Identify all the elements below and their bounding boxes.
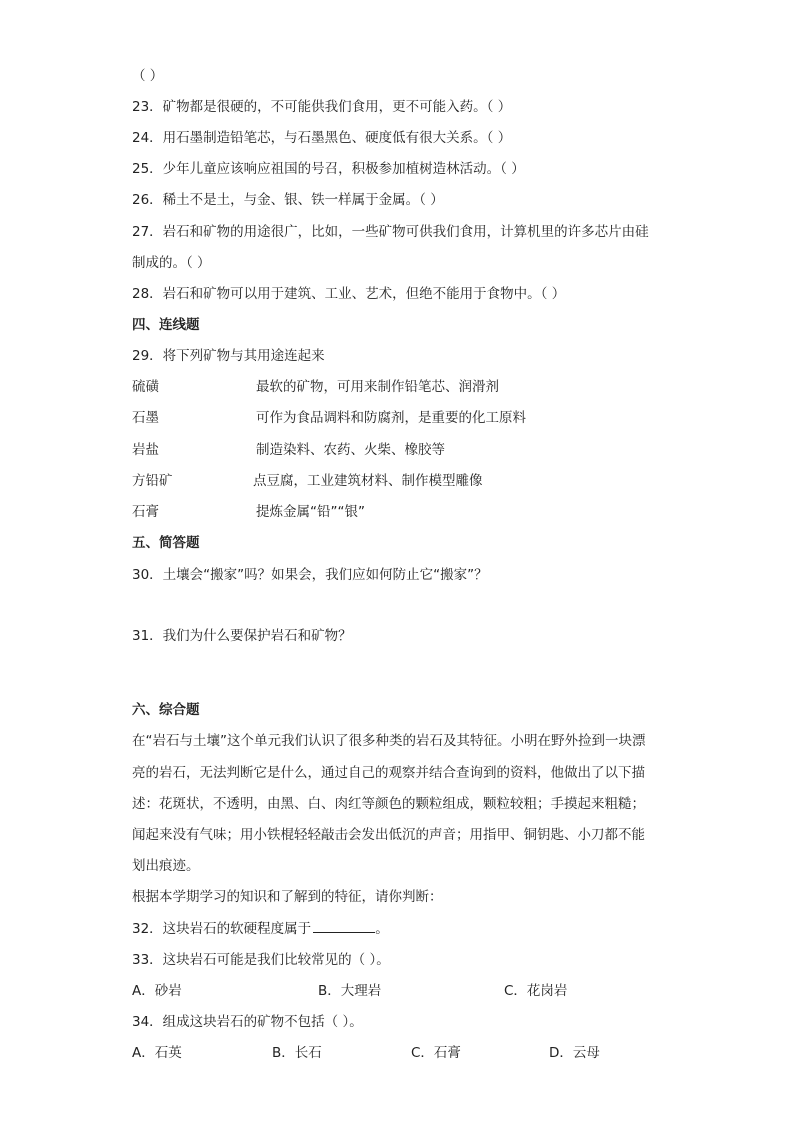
use-item: 最软的矿物，可用来制作铅笔芯、润滑剂 [256, 379, 499, 395]
option-c[interactable]: C．花岗岩 [504, 983, 568, 999]
mineral-item: 石墨 [132, 410, 159, 426]
option-b[interactable]: B．大理岩 [318, 983, 382, 999]
option-c[interactable]: C．石膏 [411, 1045, 461, 1061]
passage-line: 划出痕迹。 [132, 858, 200, 874]
question-28: 28．岩石和矿物可以用于建筑、工业、艺术，但绝不能用于食物中。（ ） [132, 286, 566, 302]
question-continuation: （ ） [132, 68, 164, 84]
option-d[interactable]: D．云母 [549, 1045, 600, 1061]
question-33: 33．这块岩石可能是我们比较常见的（ ）。 [132, 952, 390, 968]
mineral-item: 方铅矿 [132, 473, 173, 489]
answer-blank[interactable] [313, 918, 375, 933]
option-a[interactable]: A．石英 [132, 1045, 182, 1061]
mineral-item: 石膏 [132, 504, 159, 520]
passage-line: 在“岩石与土壤”这个单元我们认识了很多种类的岩石及其特征。小明在野外捡到一块漂 [132, 733, 646, 749]
passage-line: 闻起来没有气味；用小铁棍轻轻敲击会发出低沉的声音；用指甲、铜钥匙、小刀都不能 [132, 827, 645, 843]
question-27-line2: 制成的。（ ） [132, 255, 211, 271]
question-24: 24．用石墨制造铅笔芯，与石墨黑色、硬度低有很大关系。（ ） [132, 130, 512, 146]
question-23: 23．矿物都是很硬的，不可能供我们食用，更不可能入药。（ ） [132, 99, 512, 115]
use-item: 提炼金属“铅”“银” [256, 504, 365, 520]
question-31: 31．我们为什么要保护岩石和矿物？ [132, 628, 352, 644]
question-32-end: 。 [375, 921, 389, 937]
question-26: 26．稀土不是土，与金、银、铁一样属于金属。（ ） [132, 192, 444, 208]
section-heading-matching: 四、连线题 [132, 317, 200, 333]
option-b[interactable]: B．长石 [272, 1045, 322, 1061]
question-34: 34．组成这块岩石的矿物不包括（ ）。 [132, 1014, 363, 1030]
passage-line: 述：花斑状，不透明，由黑、白、肉红等颜色的颗粒组成，颗粒较粗；手摸起来粗糙； [132, 796, 645, 812]
use-item: 可作为食品调料和防腐剂，是重要的化工原料 [256, 410, 526, 426]
section-heading-short-answer: 五、简答题 [132, 535, 200, 551]
passage-line: 亮的岩石，无法判断它是什么，通过自己的观察并结合查询到的资料，他做出了以下描 [132, 765, 645, 781]
option-a[interactable]: A．砂岩 [132, 983, 182, 999]
mineral-item: 硫磺 [132, 379, 159, 395]
use-item: 制造染料、农药、火柴、橡胶等 [256, 442, 445, 458]
question-32 [132, 918, 389, 939]
question-29: 29．将下列矿物与其用途连起来 [132, 348, 325, 364]
question-30: 30．土壤会“搬家”吗？如果会，我们应如何防止它“搬家”？ [132, 567, 488, 583]
use-item: 点豆腐，工业建筑材料、制作模型雕像 [253, 473, 483, 489]
mineral-item: 岩盐 [132, 442, 159, 458]
question-32-text: 32．这块岩石的软硬程度属于 [132, 921, 312, 937]
question-25: 25．少年儿童应该响应祖国的号召，积极参加植树造林活动。（ ） [132, 161, 525, 177]
question-27-line1: 27．岩石和矿物的用途很广，比如，一些矿物可供我们食用，计算机里的许多芯片由硅 [132, 224, 649, 240]
instruction-line: 根据本学期学习的知识和了解到的特征，请你判断： [132, 889, 443, 905]
section-heading-comprehensive: 六、综合题 [132, 702, 200, 718]
